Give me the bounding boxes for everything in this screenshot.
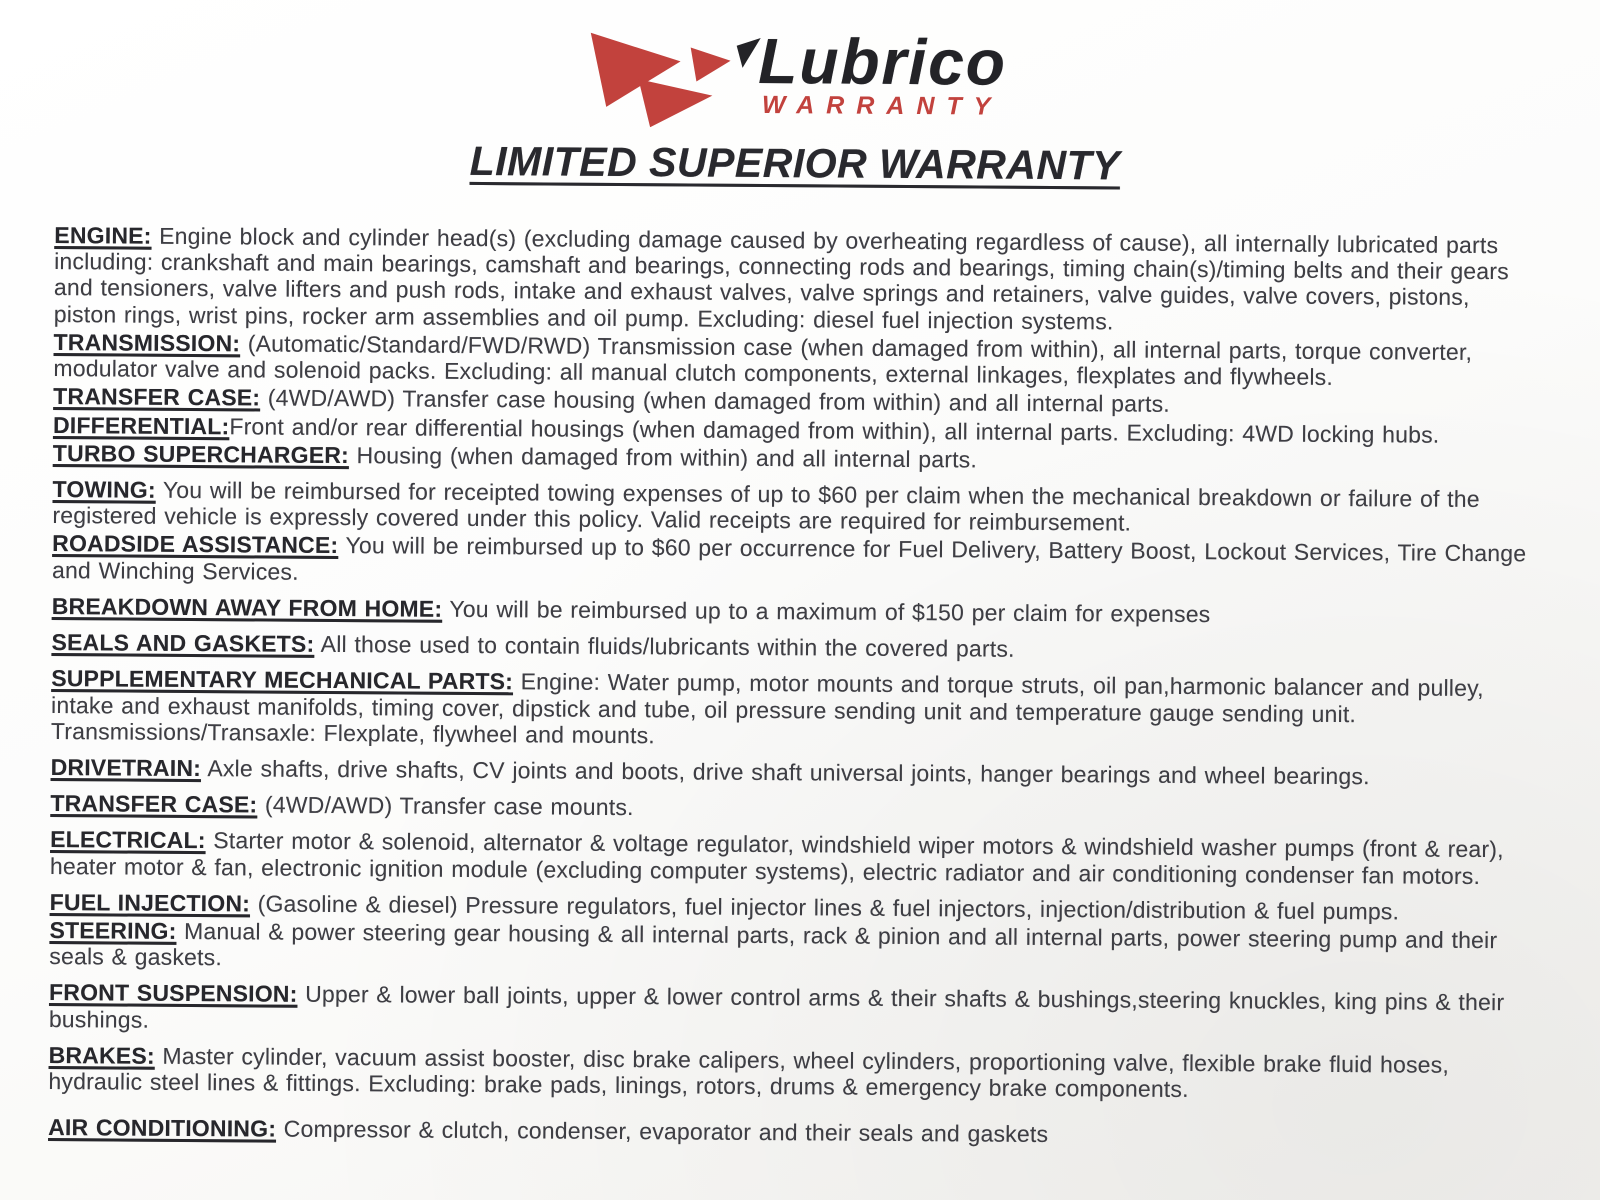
section-body: Master cylinder, vacuum assist booster, disc brake calipers, wheel cylinders, proportioning valve, flexible brake fluid hoses, hydraulic steel lines & fittings. Excluding: brake pads, linings, rotors, drums & emergency brake components. xyxy=(48,1042,1450,1103)
section-body: You will be reimbursed up to a maximum of $150 per claim for expenses xyxy=(442,595,1211,627)
coverage-section xyxy=(53,329,1533,392)
coverage-sections xyxy=(48,222,1534,1151)
lubrico-logo xyxy=(55,19,1536,133)
section-heading: SUPPLEMENTARY MECHANICAL PARTS: xyxy=(51,665,514,695)
section-body: All those used to contain fluids/lubricants within the covered parts. xyxy=(314,630,1015,662)
coverage-section xyxy=(52,476,1532,539)
section-heading: BREAKDOWN AWAY FROM HOME: xyxy=(51,592,443,622)
coverage-section xyxy=(52,530,1532,593)
section-body: Engine: Water pump, motor mounts and torque struts, oil pan,harmonic balancer and pulley, intake and exhaust manifolds, timing cover, dipstick and tube, oil pressure sending unit and temperature gauge sending unit. Transmissions/Transaxle: Flexplate, flywheel and mounts. xyxy=(50,668,1484,748)
logo-wordmark-block xyxy=(758,25,1008,122)
section-body: (4WD/AWD) Transfer case mounts. xyxy=(257,791,634,821)
section-heading: TOWING: xyxy=(52,475,156,503)
section-body: Engine block and cylinder head(s) (excluding damage caused by overheating regardless of cause), all internally lubricated parts including: crankshaft and main bearings, camshaft and bearings, connecting rods and bearings, timing chain(s)/timing belts and their gears and tensioners, valve lifters and push rods, intake and exhaust valves, valve springs and retainers, valve guides, valve covers, pistons, piston rings, wrist pins, rocker arm assemblies and oil pump. Excluding: diesel fuel injection systems. xyxy=(53,222,1510,335)
section-heading: FRONT SUSPENSION: xyxy=(48,979,298,1008)
coverage-section xyxy=(49,917,1529,980)
section-heading: ELECTRICAL: xyxy=(50,826,206,854)
section-body: Front and/or rear differential housings (when damaged from within), all internal parts. Excluding: 4WD locking hubs. xyxy=(229,412,1440,448)
logo-wordmark: Lubrico xyxy=(758,25,1008,99)
logo-subtitle: WARRANTY xyxy=(761,90,1003,121)
coverage-section xyxy=(52,593,1532,630)
document-title: LIMITED SUPERIOR WARRANTY xyxy=(469,137,1121,189)
coverage-section xyxy=(51,754,1531,791)
coverage-section xyxy=(54,222,1535,337)
section-heading: BRAKES: xyxy=(48,1041,155,1069)
coverage-section xyxy=(50,826,1530,889)
section-heading: TRANSMISSION: xyxy=(53,328,241,357)
section-body: Compressor & clutch, condenser, evaporator and their seals and gaskets xyxy=(276,1115,1049,1148)
logo-arrows-icon xyxy=(584,23,763,128)
section-heading: ROADSIDE ASSISTANCE: xyxy=(52,530,339,559)
coverage-section xyxy=(48,1114,1528,1151)
section-heading: STEERING: xyxy=(49,917,177,944)
section-heading: TURBO SUPERCHARGER: xyxy=(52,439,350,468)
section-body: Manual & power steering gear housing & all internal parts, rack & pinion and all internal parts, power steering pump and their seals & gaskets. xyxy=(49,917,1498,971)
section-heading: DRIVETRAIN: xyxy=(50,753,202,782)
section-heading: TRANSFER CASE: xyxy=(53,383,261,411)
coverage-section xyxy=(51,629,1531,666)
section-heading: ENGINE: xyxy=(54,222,152,249)
section-body: You will be reimbursed up to $60 per occurrence for Fuel Delivery, Battery Boost, Lockout Services, Tire Change and Winching Services. xyxy=(51,532,1527,585)
section-body: Axle shafts, drive shafts, CV joints and boots, drive shaft universal joints, hanger bearings and wheel bearings. xyxy=(200,755,1370,790)
section-body: (4WD/AWD) Transfer case housing (when damaged from within) and all internal parts. xyxy=(260,384,1171,418)
section-heading: DIFFERENTIAL: xyxy=(52,411,230,439)
coverage-section xyxy=(49,979,1529,1042)
section-heading: AIR CONDITIONING: xyxy=(48,1114,277,1142)
section-body: You will be reimbursed for receipted towing expenses of up to $60 per claim when the mechanical breakdown or failure of the registered vehicle is expressly covered under this policy. Valid receipts are required for reimbursement. xyxy=(52,476,1480,536)
section-body: Housing (when damaged from within) and all internal parts. xyxy=(348,441,978,473)
section-body: (Gasoline & diesel) Pressure regulators, fuel injector lines & fuel injectors, injection/distribution & fuel pumps. xyxy=(249,890,1400,925)
section-body: (Automatic/Standard/FWD/RWD) Transmission case (when damaged from within), all internal parts, torque converter, modulator valve and solenoid packs. Excluding: all manual clutch components, external linkages, flexplates and flywheels. xyxy=(53,330,1473,391)
section-heading: FUEL INJECTION: xyxy=(49,888,251,917)
coverage-section xyxy=(51,665,1532,754)
section-heading: SEALS AND GASKETS: xyxy=(51,629,315,657)
coverage-section xyxy=(48,1042,1528,1105)
section-heading: TRANSFER CASE: xyxy=(50,790,258,818)
section-body: Upper & lower ball joints, upper & lower control arms & their shafts & bushings,steering knuckles, king pins & their bushings. xyxy=(48,981,1505,1033)
coverage-section xyxy=(50,790,1530,827)
section-body: Starter motor & solenoid, alternator & voltage regulator, windshield wiper motors & windshield washer pumps (front & rear), heater motor & fan, electronic ignition module (excluding computer systems), electric radiator and air conditioning condenser fan motors. xyxy=(49,827,1504,889)
